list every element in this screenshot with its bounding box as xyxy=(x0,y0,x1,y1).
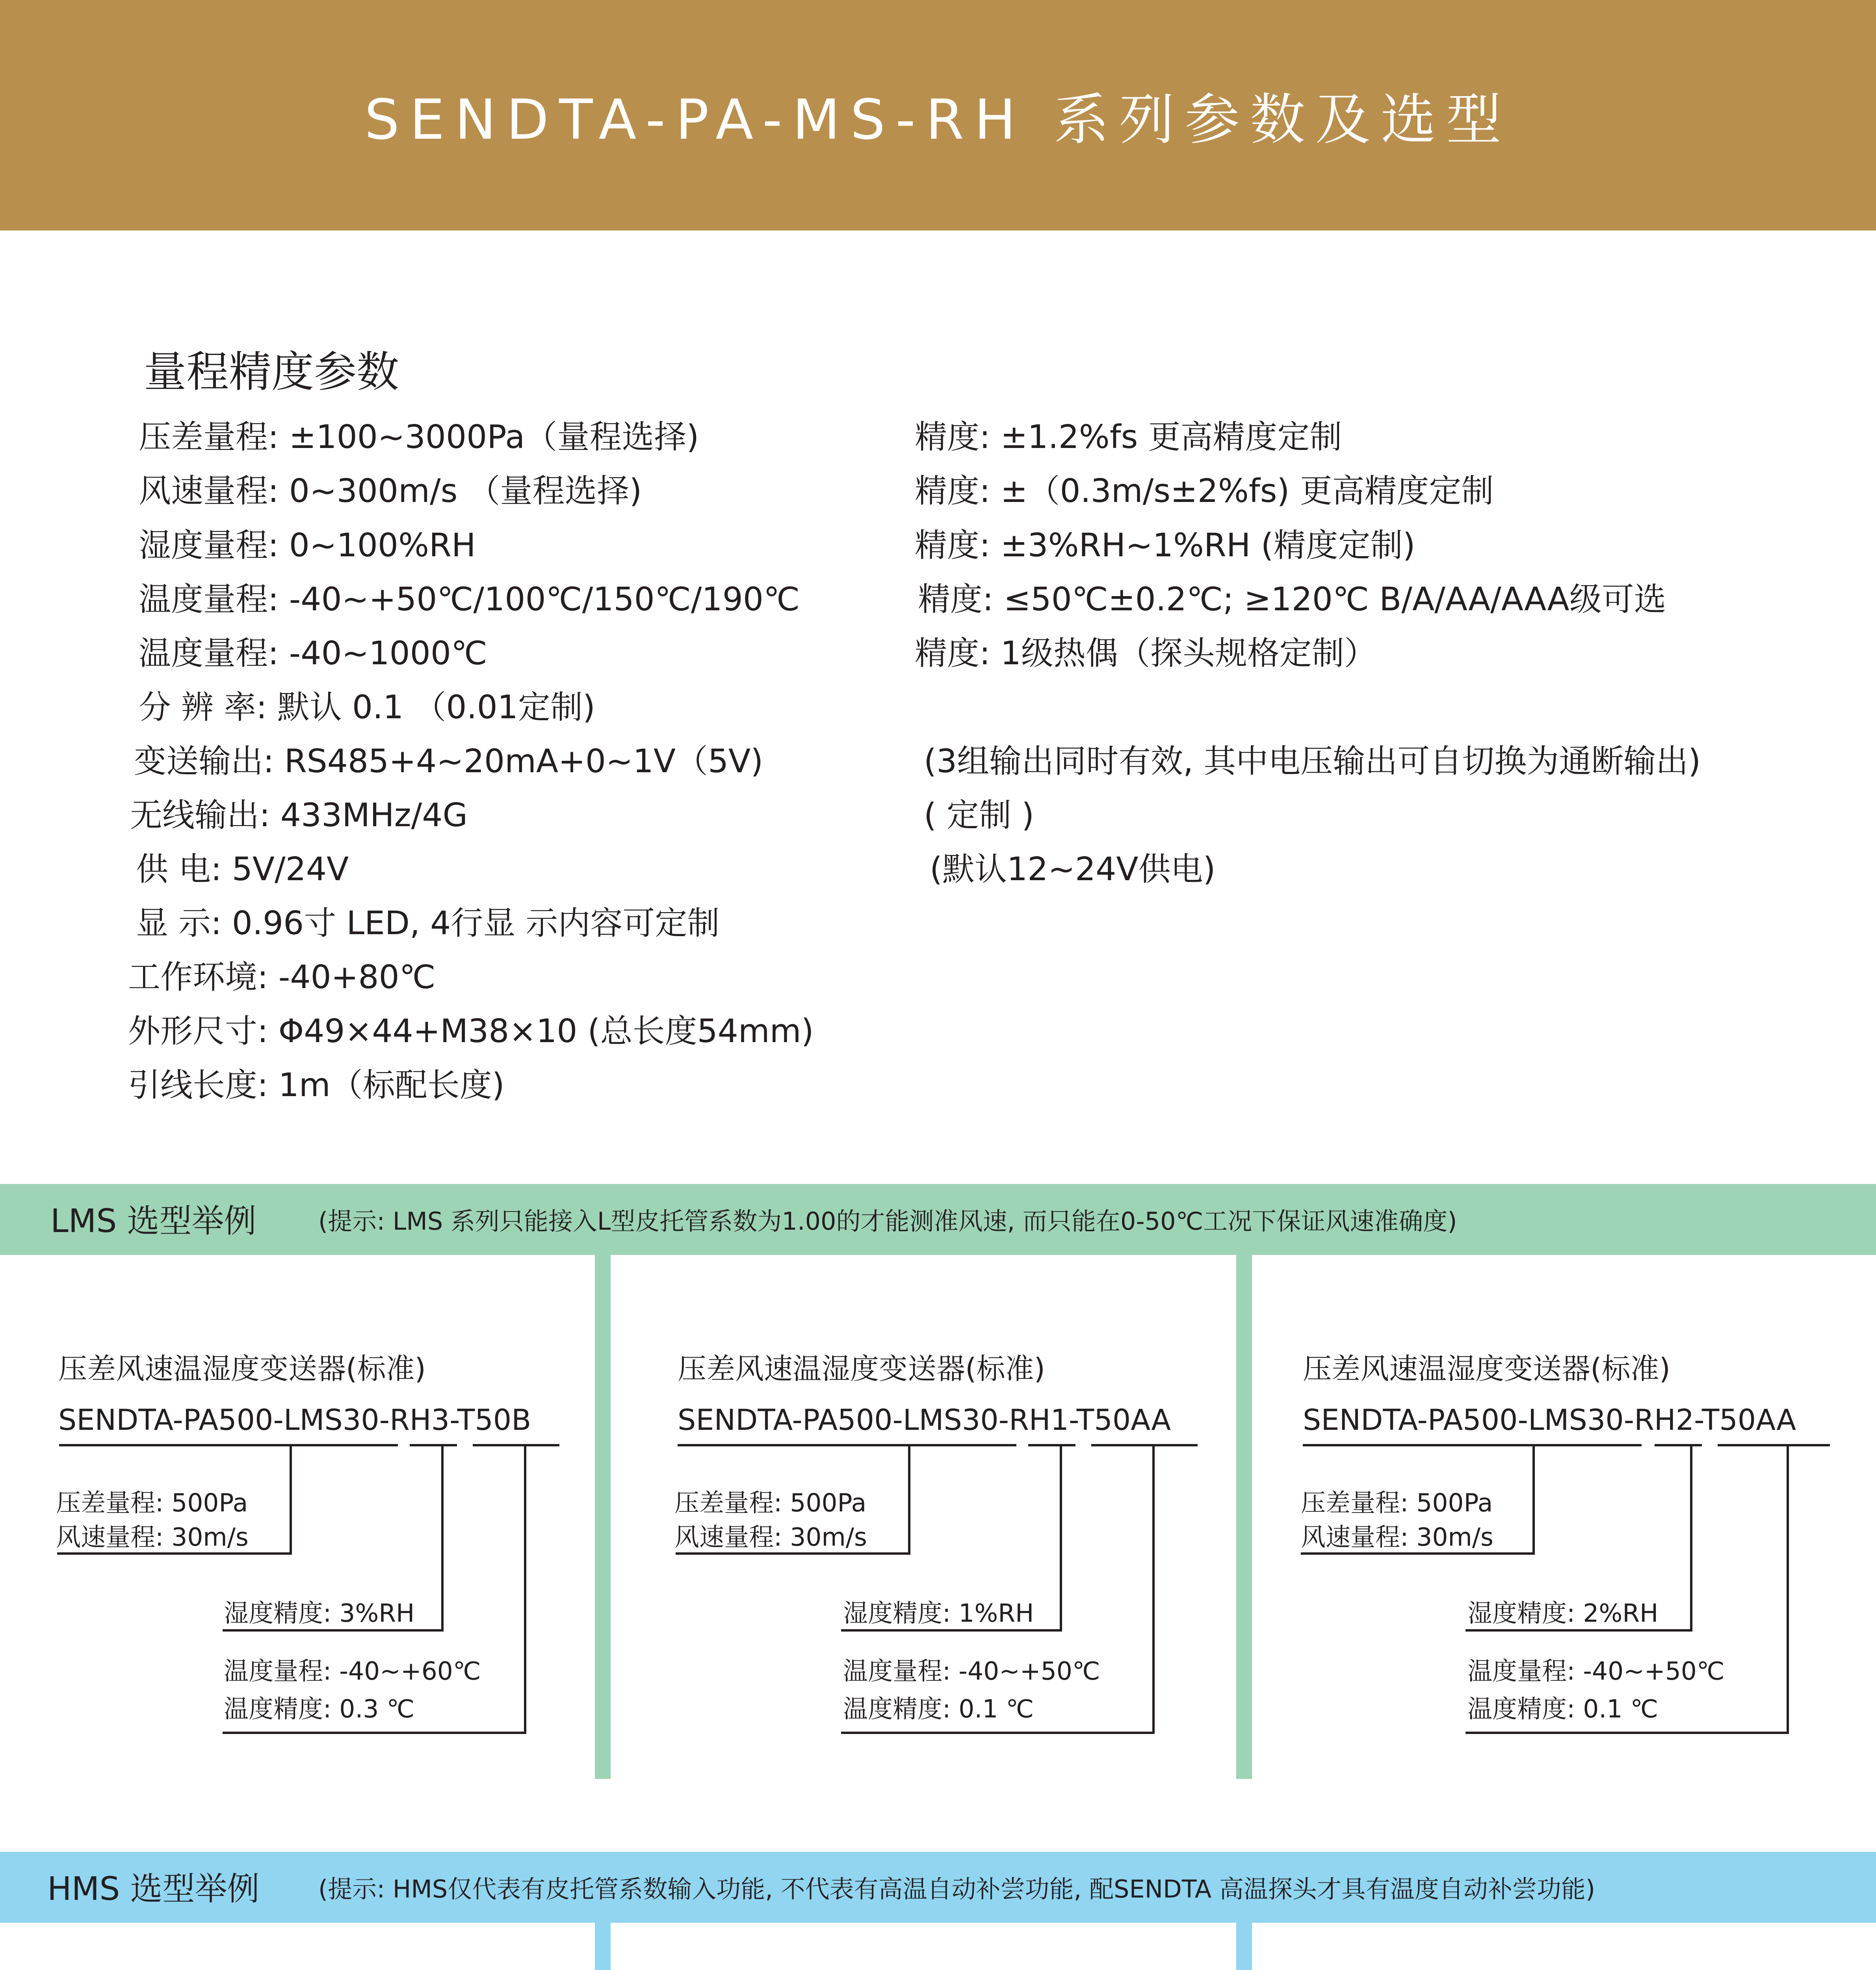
lms-separator-1 xyxy=(595,1255,611,1779)
lms3-label-2: 湿度精度: 2%RH xyxy=(1467,1599,1659,1628)
param-right-6: (3组输出同时有效, 其中电压输出可自切换为通断输出) xyxy=(924,743,1701,780)
lms3-leader-1-foot xyxy=(1301,1552,1535,1555)
lms3-leader-2-foot xyxy=(1466,1629,1692,1632)
param-left-3: 湿度量程: 0~100%RH xyxy=(139,527,476,564)
param-right-8: (默认12~24V供电) xyxy=(930,851,1216,888)
param-left-1: 压差量程: ±100~3000Pa（量程选择) xyxy=(139,418,699,456)
lms1-label-3b: 温度精度: 0.3 ℃ xyxy=(224,1695,415,1723)
lms1-underline-base xyxy=(59,1444,398,1446)
lms2-label-3a: 温度量程: -40~+50℃ xyxy=(843,1657,1100,1686)
lms3-leader-3-foot xyxy=(1466,1732,1789,1734)
lms1-leader-3-foot xyxy=(223,1732,526,1734)
lms1-leader-1-foot xyxy=(57,1552,292,1555)
param-left-2: 风速量程: 0~300m/s （量程选择) xyxy=(139,472,642,510)
param-right-3: 精度: ±3%RH~1%RH (精度定制) xyxy=(915,527,1415,564)
param-left-12: 外形尺寸: Φ49×44+M38×10 (总长度54mm) xyxy=(128,1013,814,1050)
hms-title: HMS 选型举例 xyxy=(47,1870,260,1908)
lms1-name: 压差风速温湿度变送器(标准) xyxy=(58,1352,426,1386)
lms2-underline-base xyxy=(678,1444,1016,1446)
lms3-model: SENDTA-PA500-LMS30-RH2-T50AA xyxy=(1303,1403,1796,1437)
lms1-leader-3 xyxy=(524,1444,526,1734)
lms3-label-3b: 温度精度: 0.1 ℃ xyxy=(1467,1695,1659,1723)
param-right-5: 精度: 1级热偶（探头规格定制） xyxy=(915,635,1376,672)
lms3-leader-2 xyxy=(1690,1444,1692,1631)
params-heading: 量程精度参数 xyxy=(144,348,399,397)
lms2-label-2: 湿度精度: 1%RH xyxy=(843,1599,1034,1628)
lms1-label-2: 湿度精度: 3%RH xyxy=(224,1599,415,1628)
lms2-label-1b: 风速量程: 30m/s xyxy=(674,1523,867,1552)
lms3-underline-t xyxy=(1718,1444,1830,1446)
param-left-5: 温度量程: -40~1000℃ xyxy=(139,635,488,672)
hms-separator-2 xyxy=(1236,1923,1252,1970)
lms1-label-3a: 温度量程: -40~+60℃ xyxy=(224,1657,481,1686)
param-left-13: 引线长度: 1m（标配长度) xyxy=(128,1067,505,1104)
lms3-name: 压差风速温湿度变送器(标准) xyxy=(1303,1352,1670,1386)
param-left-11: 工作环境: -40+80℃ xyxy=(128,959,436,996)
lms2-underline-t xyxy=(1091,1444,1198,1446)
lms2-leader-1 xyxy=(908,1444,910,1554)
lms2-leader-2-foot xyxy=(841,1629,1062,1632)
lms2-model: SENDTA-PA500-LMS30-RH1-T50AA xyxy=(678,1403,1171,1437)
param-right-7: ( 定制 ) xyxy=(924,797,1035,834)
lms3-leader-1 xyxy=(1532,1444,1535,1554)
lms3-underline-rh xyxy=(1655,1444,1702,1446)
param-right-1: 精度: ±1.2%fs 更高精度定制 xyxy=(915,418,1342,456)
param-left-4: 温度量程: -40~+50℃/100℃/150℃/190℃ xyxy=(139,581,800,618)
hms-separator-1 xyxy=(595,1923,611,1970)
lms2-label-1a: 压差量程: 500Pa xyxy=(674,1489,867,1517)
lms1-label-1b: 风速量程: 30m/s xyxy=(56,1523,249,1552)
lms1-underline-t xyxy=(473,1444,559,1446)
param-right-2: 精度: ±（0.3m/s±2%fs) 更高精度定制 xyxy=(915,472,1494,510)
lms-separator-2 xyxy=(1236,1255,1252,1779)
param-right-4: 精度: ≤50℃±0.2℃; ≥120℃ B/A/AA/AAA级可选 xyxy=(918,581,1666,618)
lms3-leader-3 xyxy=(1787,1444,1789,1734)
lms1-leader-1 xyxy=(290,1444,292,1554)
param-left-8: 无线输出: 433MHz/4G xyxy=(130,797,468,834)
lms2-underline-rh xyxy=(1028,1444,1075,1446)
page-title: SENDTA-PA-MS-RH 系列参数及选型 xyxy=(364,88,1512,152)
lms2-leader-1-foot xyxy=(676,1552,910,1555)
param-left-7: 变送输出: RS485+4~20mA+0~1V（5V) xyxy=(134,743,763,780)
param-left-9: 供 电: 5V/24V xyxy=(136,851,349,888)
lms-title: LMS 选型举例 xyxy=(50,1202,256,1240)
lms2-leader-2 xyxy=(1060,1444,1062,1631)
lms-note: (提示: LMS 系列只能接入L型皮托管系数为1.00的才能测准风速, 而只能在0-50℃工况下保证风速准确度) xyxy=(318,1207,1457,1236)
param-left-10: 显 示: 0.96寸 LED, 4行显 示内容可定制 xyxy=(136,905,720,942)
lms1-leader-2 xyxy=(441,1444,444,1631)
lms2-leader-3 xyxy=(1152,1444,1155,1734)
lms1-leader-2-foot xyxy=(223,1629,444,1632)
lms2-leader-3-foot xyxy=(841,1732,1155,1734)
lms1-label-1a: 压差量程: 500Pa xyxy=(56,1489,248,1517)
lms3-label-3a: 温度量程: -40~+50℃ xyxy=(1467,1657,1725,1686)
lms1-underline-rh xyxy=(410,1444,457,1446)
param-left-6: 分 辨 率: 默认 0.1 （0.01定制) xyxy=(139,689,595,726)
hms-note: (提示: HMS仅代表有皮托管系数输入功能, 不代表有高温自动补尝功能, 配SENDTA 高温探头才具有温度自动补尝功能) xyxy=(318,1875,1596,1903)
lms3-label-1b: 风速量程: 30m/s xyxy=(1301,1523,1493,1552)
lms1-model: SENDTA-PA500-LMS30-RH3-T50B xyxy=(58,1403,531,1437)
lms2-label-3b: 温度精度: 0.1 ℃ xyxy=(843,1695,1034,1723)
lms3-label-1a: 压差量程: 500Pa xyxy=(1301,1489,1493,1517)
lms2-name: 压差风速温湿度变送器(标准) xyxy=(678,1352,1045,1386)
lms3-underline-base xyxy=(1303,1444,1642,1446)
